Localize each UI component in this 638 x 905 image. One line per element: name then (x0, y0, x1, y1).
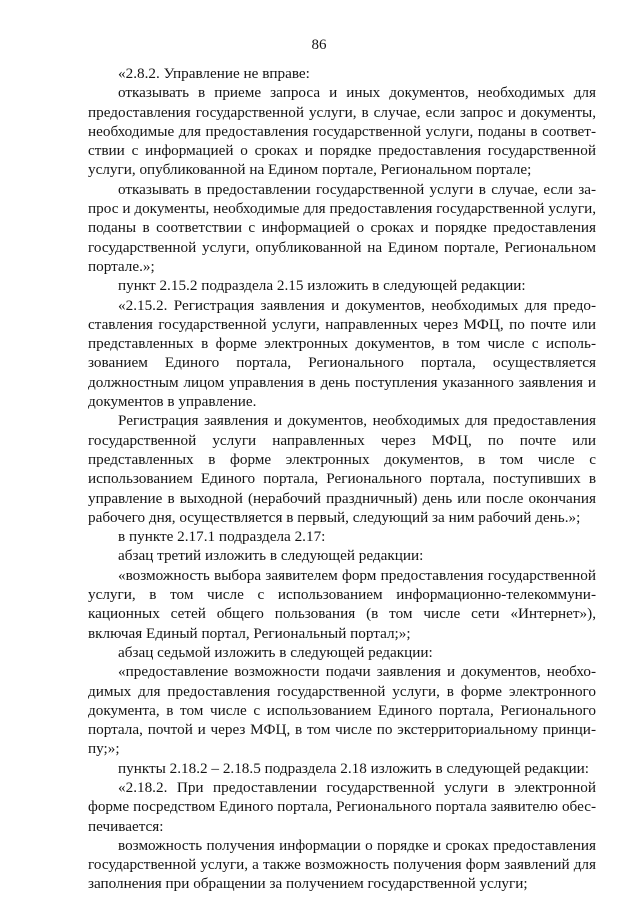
paragraph: «2.15.2. Регистрация заявления и документов, необходимых для предоставления государственной услуги, направленных через МФЦ, по почте или представленных в форме электронных документов, в том числе с использованием Единого портала, Регионального портала, осуществляется должностным лицом управления в день поступления указанного заявления и документов в управление. (88, 296, 596, 411)
paragraph: в пункте 2.17.1 подраздела 2.17: (118, 528, 326, 546)
paragraph: «2.8.2. Управление не вправе: (118, 65, 310, 82)
paragraph: отказывать в приеме запроса и иных документов, необходимых для предоставления государственной услуги, в случае, если запрос и документы, необходимые для предоставления государственной услуги, поданы в соответствии с информацией о сроках и порядке предоставления государственной услуги, опубликованной на Едином портале, Региональном портале; (88, 84, 596, 179)
paragraph: пункт 2.15.2 подраздела 2.15 изложить в следующей редакции: (118, 277, 526, 295)
paragraph: «возможность выбора заявителем форм предоставления государственной услуги, в том числе с использованием информационно-телекоммуникационных сетей общего пользования (в том числе сети «Интернет»), включая Единый портал, Региональный портал;»; (88, 566, 596, 642)
paragraph: возможность получения информации о порядке и сроках предоставления государственной услуги, а также возможность получения форм заявлений для заполнения при обращении за получением государственной услуги; (88, 836, 596, 893)
paragraph: пункты 2.18.2 – 2.18.5 подраздела 2.18 изложить в следующей редакции: (118, 759, 589, 777)
paragraph: Регистрация заявления и документов, необходимых для предоставления государственной услуги направленных через МФЦ, по почте или представленных в форме электронных документов, в том числе с использованием Единого портала, Регионального портала, поступивших в управление в выходной (нерабочий праздничный) день или после окончания рабочего дня, осуществляется в первый, следующий за ним рабочий день.»; (88, 412, 596, 526)
document-body (88, 64, 596, 894)
paragraph: «2.18.2. При предоставлении государственной услуги в электронной форме посредством Единого портала, Регионального портала заявителю обеспечивается: (88, 778, 596, 835)
paragraph: абзац седьмой изложить в следующей редакции: (118, 643, 433, 661)
page-number: 86 (311, 37, 327, 53)
paragraph: «предоставление возможности подачи заявления и документов, необходимых для предоставления государственной услуги, в форме электронного документа, в том числе с использованием Единого портала, Регионального портала, почтой и через МФЦ, в том числе по экстерриториальному принципу;»; (88, 663, 596, 758)
paragraph: отказывать в предоставлении государственной услуги в случае, если запрос и документы, необходимые для предоставления государственной услуги, поданы в соответствии с информацией о сроках и порядке предоставления государственной услуги, опубликованной на Едином портале, Региональном портале.»; (88, 180, 596, 275)
paragraph: абзац третий изложить в следующей редакции: (118, 547, 424, 565)
